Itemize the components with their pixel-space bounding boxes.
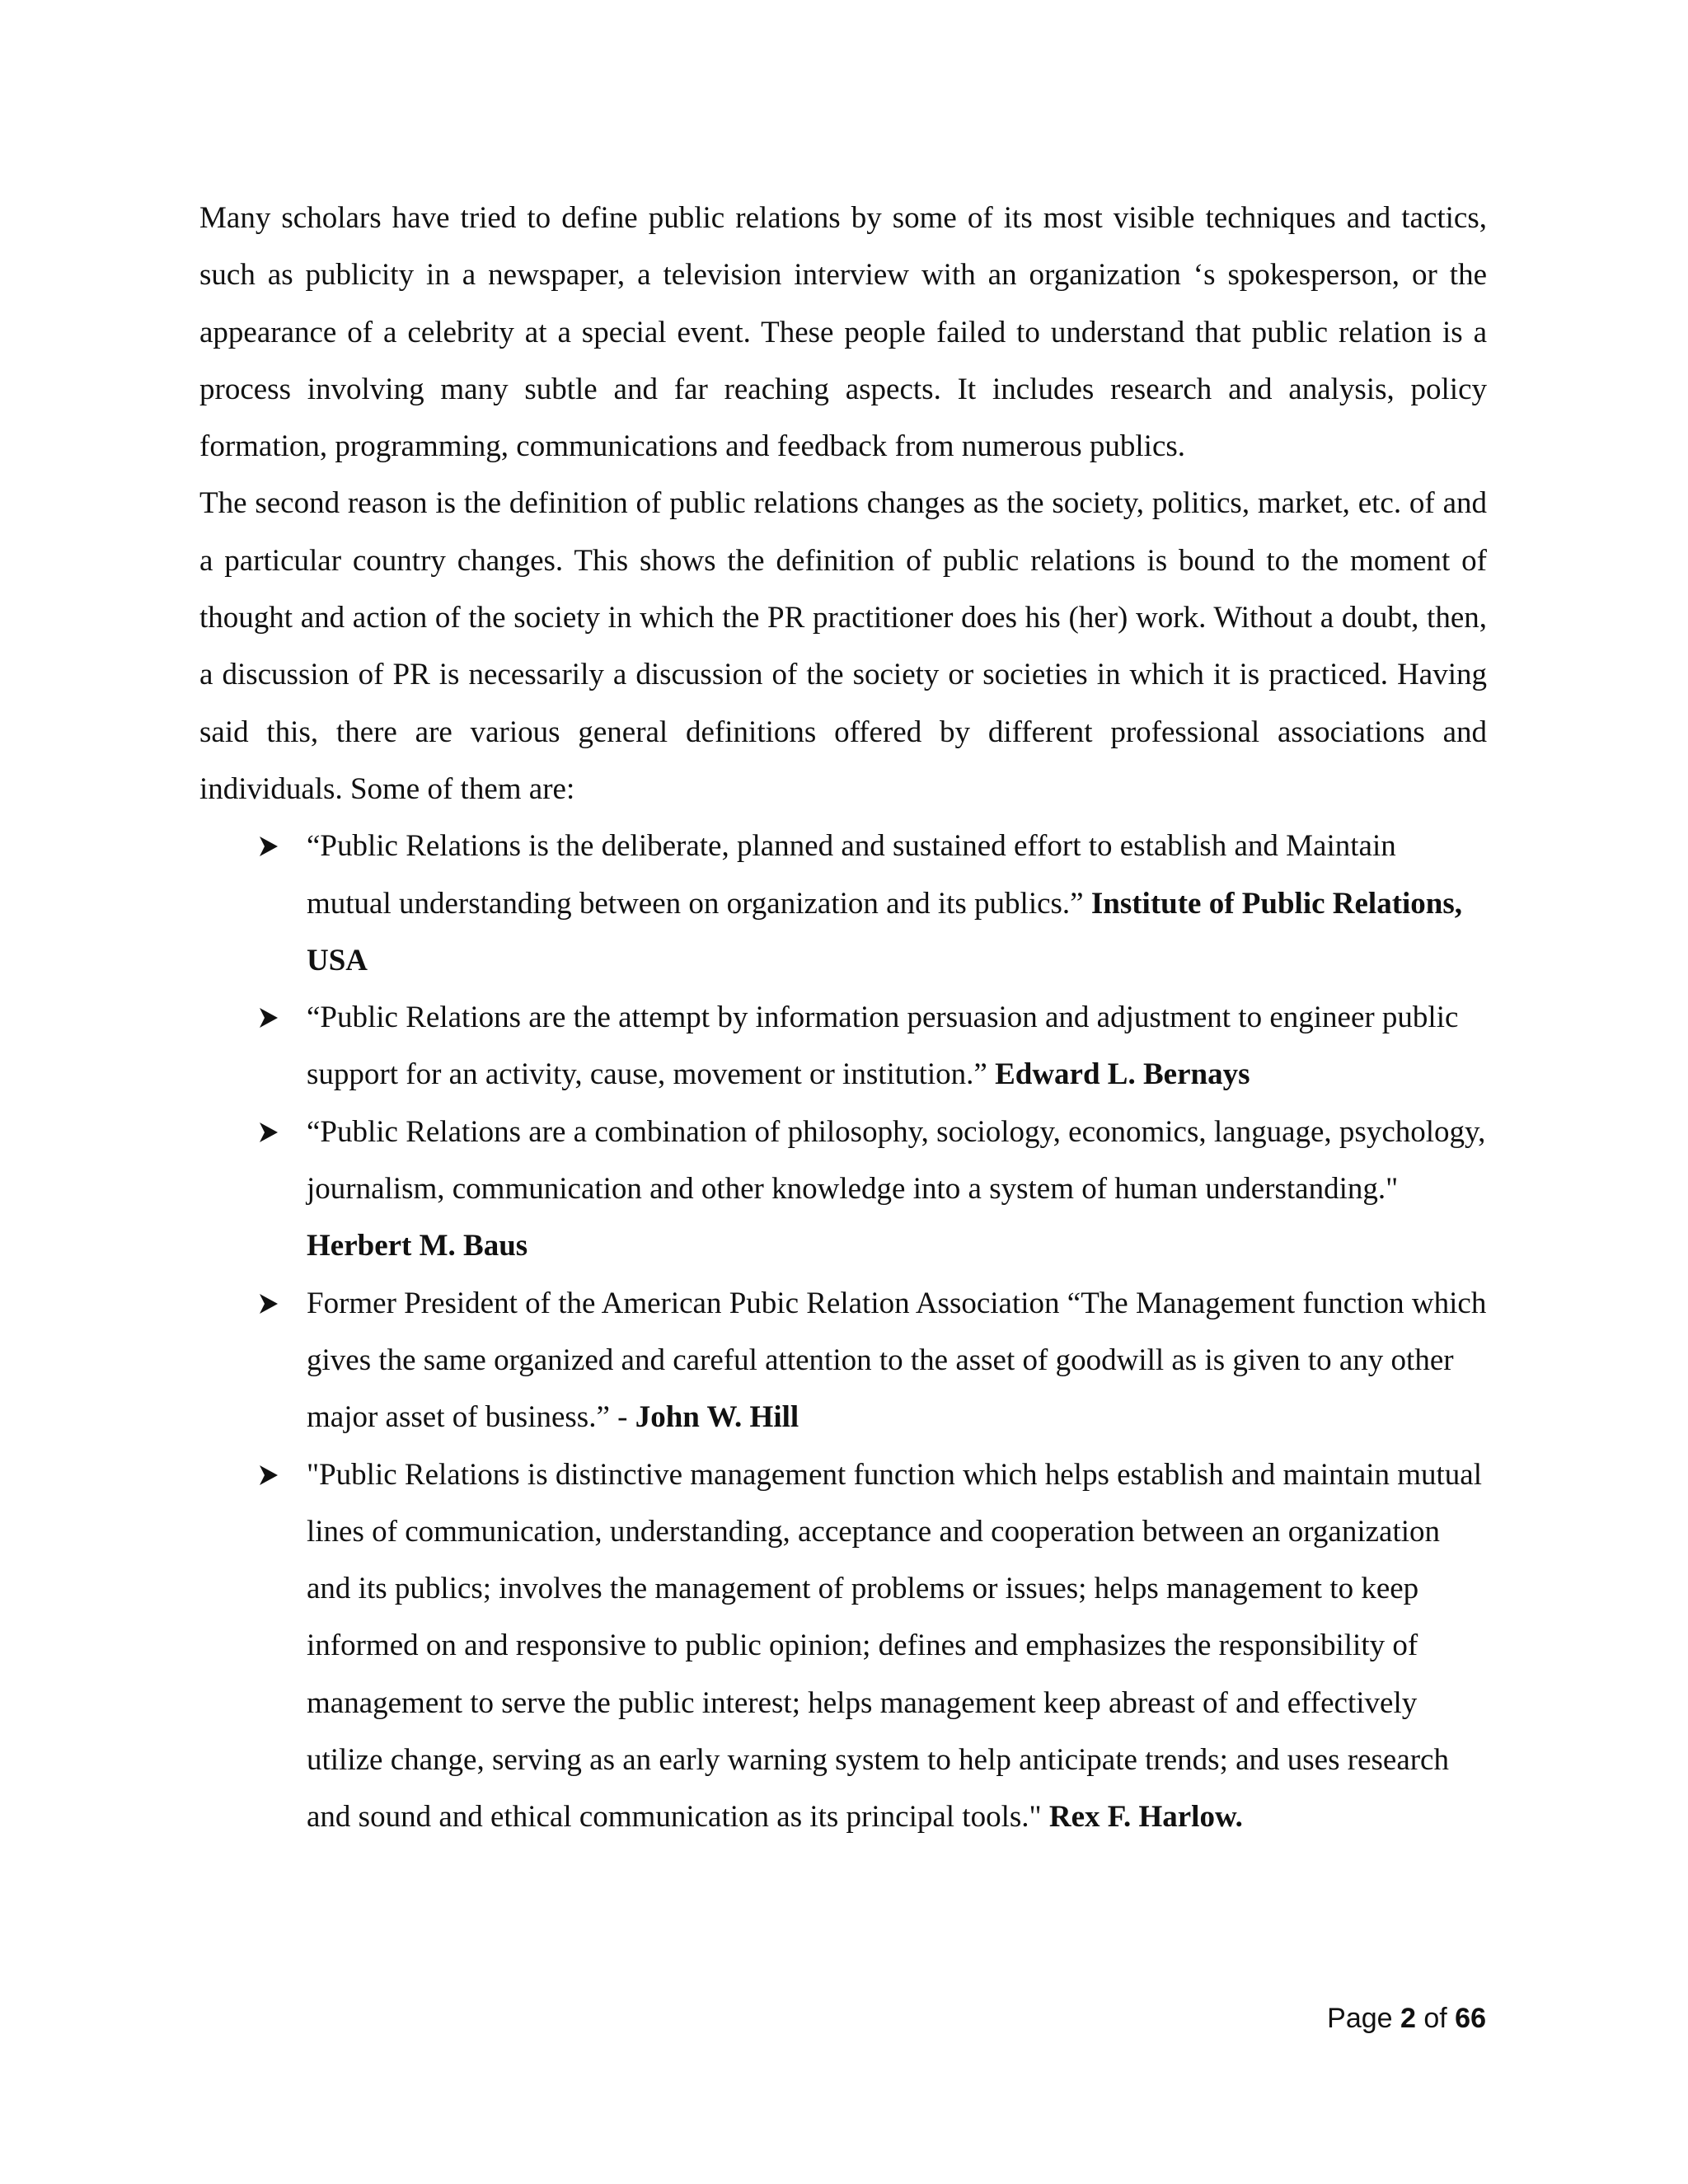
current-page-number: 2 bbox=[1400, 2003, 1416, 2034]
definition-item bbox=[199, 818, 1487, 989]
arrowhead-bullet-icon bbox=[259, 836, 279, 857]
definition-item bbox=[199, 1275, 1487, 1446]
page-separator: of bbox=[1415, 2003, 1456, 2034]
paragraph-intro: Many scholars have tried to define public relations by some of its most visible techniques and tactics, such as publicity in a newspaper, a television interview with an organization ‘s spokesperson, or the appearance of a celebrity at a special event. These people failed to understand that public relation is a process involving many subtle and far reaching aspects. It includes research and analysis, policy formation, programming, communications and feedback from numerous publics. bbox=[199, 201, 1487, 464]
definition-attribution: Edward L. Bernays bbox=[995, 1057, 1250, 1092]
arrowhead-bullet-icon bbox=[259, 1465, 279, 1486]
definition-quote: “Public Relations are a combination of philosophy, sociology, economics, language, psychology, journalism, communication and other knowledge into a system of human understanding." bbox=[307, 1114, 1486, 1207]
arrowhead-bullet-icon bbox=[259, 1293, 279, 1315]
definition-quote: “Public Relations is the deliberate, planned and sustained effort to establish and Maintain mutual understanding between on organization and its publics.” bbox=[307, 829, 1396, 921]
definitions-list bbox=[199, 818, 1487, 1845]
definition-item bbox=[199, 1446, 1487, 1846]
definition-attribution: Rex F. Harlow. bbox=[1048, 1800, 1243, 1835]
page-content bbox=[199, 190, 1487, 1846]
definition-attribution: John W. Hill bbox=[635, 1400, 799, 1435]
arrowhead-bullet-icon bbox=[259, 1007, 279, 1029]
page-label: Page bbox=[1327, 2003, 1400, 2034]
arrowhead-bullet-icon bbox=[259, 1122, 279, 1143]
total-page-count: 66 bbox=[1455, 2003, 1486, 2034]
definition-quote: “Public Relations are the attempt by information persuasion and adjustment to engineer public support for an activity, cause, movement or institution.” bbox=[307, 1001, 1459, 1092]
definition-attribution: Institute of Public Relations, USA bbox=[307, 886, 1463, 977]
page-number-footer bbox=[1327, 2003, 1486, 2035]
definition-quote: "Public Relations is distinctive management function which helps establish and maintain mutual lines of communication, understanding, acceptance and cooperation between an organization and its publics; involves the management of problems or issues; helps management to keep informed on and responsive to public opinion; defines and emphasizes the responsibility of management to serve the public interest; helps management keep abreast of and effectively utilize change, serving as an early warning system to help anticipate trends; and uses research and sound and ethical communication as its principal tools." bbox=[307, 1457, 1482, 1835]
definition-item bbox=[199, 1104, 1487, 1275]
definition-attribution: Herbert M. Baus bbox=[307, 1229, 528, 1263]
paragraph-second-reason: The second reason is the definition of public relations changes as the society, politics, market, etc. of and a particular country changes. This shows the definition of public relations is bound to the moment of thought and action of the society in which the PR practitioner does his (her) work. Without a doubt, then, a discussion of PR is necessarily a discussion of the society or societies in which it is practiced. Having said this, there are various general definitions offered by different professional associations and individuals. Some of them are: bbox=[199, 486, 1487, 806]
definition-quote: Former President of the American Pubic Relation Association “The Management function which gives the same organized and careful attention to the asset of goodwill as is given to any other major asset of business.” - bbox=[307, 1286, 1487, 1435]
definition-item bbox=[199, 989, 1487, 1104]
